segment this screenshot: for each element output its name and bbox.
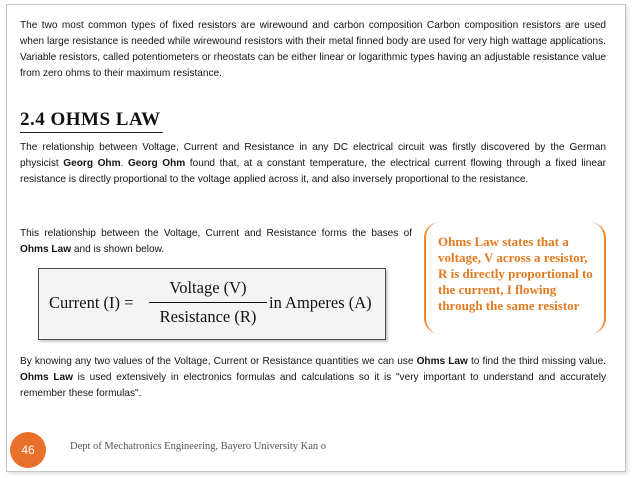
ohm-history-paragraph [20, 140, 606, 188]
section-heading: 2.4 OHMS LAW [20, 108, 163, 133]
text-run: found that, at a constant temperature, the electrical current flowing through a fixed linear resistance is directly proportional to the voltage applied across it, and also inversely proportional to the resistance. [20, 158, 606, 185]
fraction-bar [149, 302, 267, 303]
formula-numerator: Voltage (V) [169, 278, 247, 297]
intro-paragraph: The two most common types of fixed resistors are wirewound and carbon composition Carbon composition resistors are used when large resistance is needed while wirewound resistors with their metal finned body are used for very high wattage applications. Variable resistors, called potentiometers or rheostats can be either linear or logarithmic types having an adjustable resistance value from zero ohms to their maximum resistance. [20, 20, 606, 79]
text-run: The relationship between Voltage, Current and Resistance in any DC electrical circuit was firstly discovered by the German physicist [20, 142, 606, 169]
formula-fraction [149, 277, 267, 328]
text-run: is used extensively in electronics formulas and calculations so it is "very important to understand and accurately remember these formulas". [20, 372, 606, 399]
footer-text: Dept of Mechatronics Engineering, Bayero University Kan o [70, 441, 327, 452]
page-number-badge: 46 [10, 432, 46, 468]
bold-run: Georg Ohm [63, 158, 121, 169]
text-run: . [120, 158, 128, 169]
text-run: By knowing any two values of the Voltage, Current or Resistance quantities we can use [20, 356, 417, 367]
relationship-paragraph [20, 226, 412, 258]
text-run: to find the third missing value. [467, 356, 606, 367]
formula-rhs: in Amperes (A) [269, 293, 372, 312]
callout-box [424, 222, 606, 334]
text-run: and is shown below. [71, 244, 165, 255]
bold-run: Georg Ohm [127, 158, 186, 169]
callout-text: Ohms Law states that a voltage, V across a resistor, R is directly proportional to the current, I flowing through the same resistor [438, 234, 593, 313]
formula-denominator: Resistance (R) [159, 307, 257, 326]
bold-run: Ohms Law [20, 244, 72, 255]
formula-lhs: Current (I) = [49, 293, 134, 312]
text-run: This relationship between the Voltage, Current and Resistance forms the bases of [20, 228, 412, 239]
usage-paragraph [20, 354, 606, 402]
bold-run: Ohms Law [20, 372, 73, 383]
formula-box [38, 268, 386, 340]
bold-run: Ohms Law [416, 356, 468, 367]
